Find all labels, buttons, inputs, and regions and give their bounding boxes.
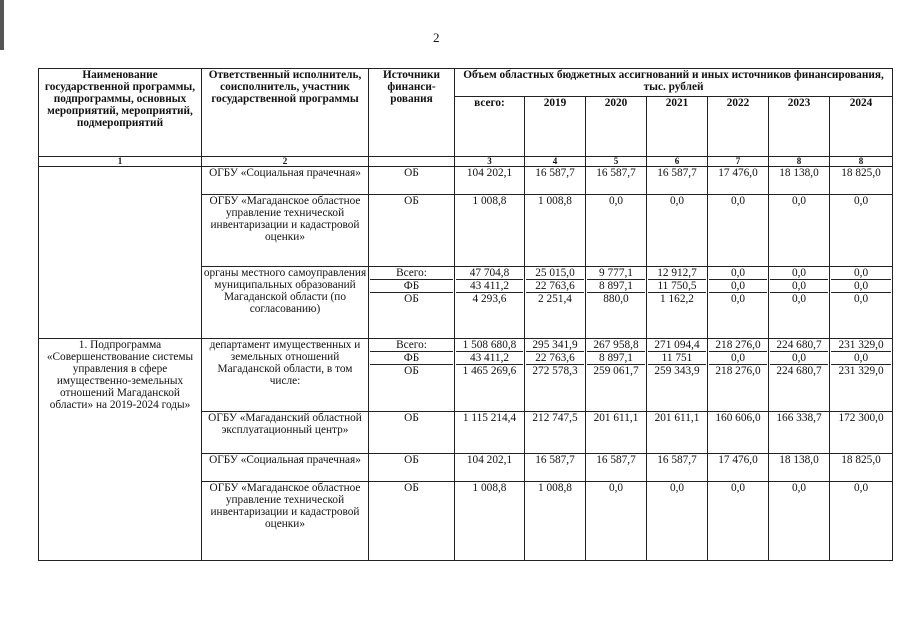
executor-cell: ОГБУ «Социальная прачечная» bbox=[202, 167, 369, 195]
amount-value: 1 008,8 bbox=[472, 481, 507, 494]
year-value-cell bbox=[708, 339, 769, 411]
amount-value: 104 202,1 bbox=[466, 167, 513, 179]
header-year: 2020 bbox=[586, 97, 647, 157]
column-number: 8 bbox=[830, 157, 893, 167]
total-value-cell bbox=[455, 195, 525, 267]
scan-edge-mark bbox=[0, 0, 4, 50]
year-value-cell bbox=[830, 481, 893, 560]
amount-value: 201 611,1 bbox=[593, 411, 639, 424]
amount-value: 4 293,6 bbox=[456, 292, 523, 305]
total-value-cell bbox=[455, 411, 525, 453]
column-number: 7 bbox=[708, 157, 769, 167]
amount-value: 16 587,7 bbox=[596, 453, 636, 466]
amount-value: 0,0 bbox=[770, 292, 828, 305]
year-value-cell bbox=[830, 411, 893, 453]
amount-value: 295 341,9 bbox=[532, 339, 578, 352]
amount-value: 18 138,0 bbox=[779, 453, 819, 466]
amount-value: 0,0 bbox=[791, 267, 807, 280]
executor-cell: ОГБУ «Магаданское областное управление технической инвентаризации и кадастровой оценки» bbox=[202, 195, 369, 267]
amount-value: 16 587,7 bbox=[596, 167, 636, 179]
amount-value: 18 825,0 bbox=[841, 453, 881, 466]
amount-value: 16 587,7 bbox=[535, 167, 575, 179]
header-year: 2021 bbox=[647, 97, 708, 157]
source-label: ФБ bbox=[370, 279, 453, 292]
amount-value: 0,0 bbox=[831, 351, 891, 364]
amount-value: 267 958,8 bbox=[593, 339, 639, 352]
amount-value: 0,0 bbox=[853, 481, 869, 494]
amount-value: 272 578,3 bbox=[526, 364, 584, 377]
amount-value: 17 476,0 bbox=[718, 167, 758, 179]
year-value-cell bbox=[586, 167, 647, 195]
table-row bbox=[39, 339, 893, 411]
executor-cell: органы местного самоуправления муниципальных образований Магаданской области (по согласованию) bbox=[202, 267, 369, 339]
amount-value: 2 251,4 bbox=[526, 292, 584, 305]
amount-value: 0,0 bbox=[770, 351, 828, 364]
year-value-cell bbox=[525, 481, 586, 560]
year-value-cell bbox=[586, 267, 647, 339]
year-value-cell bbox=[586, 195, 647, 267]
amount-value: 166 338,7 bbox=[776, 411, 822, 424]
amount-value: 201 611,1 bbox=[654, 411, 700, 424]
amount-value: 9 777,1 bbox=[599, 267, 633, 280]
amount-value: 231 329,0 bbox=[831, 364, 891, 377]
amount-value: 259 343,9 bbox=[648, 364, 706, 377]
amount-value: 0,0 bbox=[669, 481, 685, 494]
source-cell bbox=[369, 453, 455, 481]
year-value-cell bbox=[525, 267, 586, 339]
amount-value: 18 138,0 bbox=[779, 167, 819, 179]
year-value-cell bbox=[586, 481, 647, 560]
year-value-cell bbox=[647, 453, 708, 481]
source-cell bbox=[369, 267, 455, 339]
amount-value: 0,0 bbox=[791, 195, 807, 208]
executor-cell: департамент имущественных и земельных отношений Магаданской области, в том числе: bbox=[202, 339, 369, 411]
amount-value: 0,0 bbox=[791, 481, 807, 494]
total-value-cell bbox=[455, 339, 525, 411]
amount-value: 0,0 bbox=[709, 351, 767, 364]
year-value-cell bbox=[708, 195, 769, 267]
amount-value: 259 061,7 bbox=[587, 364, 645, 377]
amount-value: 104 202,1 bbox=[466, 453, 513, 466]
amount-value: 22 763,6 bbox=[526, 351, 584, 364]
amount-value: 11 751 bbox=[648, 351, 706, 364]
year-value-cell bbox=[708, 267, 769, 339]
amount-value: 12 912,7 bbox=[657, 267, 697, 280]
table-row bbox=[39, 167, 893, 195]
amount-value: 1 008,8 bbox=[538, 195, 572, 208]
amount-value: 1 465 269,6 bbox=[456, 364, 523, 377]
year-value-cell bbox=[769, 267, 830, 339]
amount-value: 18 825,0 bbox=[841, 167, 881, 179]
amount-value: 43 411,2 bbox=[456, 279, 523, 292]
executor-cell: ОГБУ «Социальная прачечная» bbox=[202, 453, 369, 481]
header-volume: Объем областных бюджетных ассигнований и иных источников финансирования, тыс. рублей bbox=[455, 69, 893, 97]
year-value-cell bbox=[769, 453, 830, 481]
source-label: ОБ bbox=[404, 411, 419, 424]
amount-value: 172 300,0 bbox=[838, 411, 884, 424]
amount-value: 218 276,0 bbox=[709, 364, 767, 377]
amount-value: 271 094,4 bbox=[654, 339, 700, 352]
year-value-cell bbox=[525, 411, 586, 453]
year-value-cell bbox=[647, 267, 708, 339]
amount-value: 0,0 bbox=[853, 195, 869, 208]
budget-table bbox=[38, 68, 893, 561]
column-number: 3 bbox=[455, 157, 525, 167]
amount-value: 0,0 bbox=[608, 195, 624, 208]
amount-value: 224 680,7 bbox=[770, 364, 828, 377]
amount-value: 16 587,7 bbox=[535, 453, 575, 466]
year-value-cell bbox=[708, 453, 769, 481]
column-number: 1 bbox=[39, 157, 202, 167]
amount-value: 11 750,5 bbox=[648, 279, 706, 292]
source-cell bbox=[369, 167, 455, 195]
source-label: ОБ bbox=[404, 195, 419, 208]
empty-name-cell bbox=[39, 167, 202, 339]
year-value-cell bbox=[525, 195, 586, 267]
source-label: ОБ bbox=[404, 167, 419, 179]
year-value-cell bbox=[708, 167, 769, 195]
executor-cell: ОГБУ «Магаданское областное управление технической инвентаризации и кадастровой оценки» bbox=[202, 481, 369, 560]
header-year: 2023 bbox=[769, 97, 830, 157]
column-number: 6 bbox=[647, 157, 708, 167]
amount-value: 25 015,0 bbox=[535, 267, 575, 280]
amount-value: 0,0 bbox=[608, 481, 624, 494]
header-source: Источники финанси-рования bbox=[369, 69, 455, 157]
header-total: всего: bbox=[455, 97, 525, 157]
year-value-cell bbox=[647, 195, 708, 267]
amount-value: 43 411,2 bbox=[456, 351, 523, 364]
year-value-cell bbox=[708, 481, 769, 560]
year-value-cell bbox=[586, 411, 647, 453]
year-value-cell bbox=[769, 481, 830, 560]
amount-value: 0,0 bbox=[730, 481, 746, 494]
amount-value: 160 606,0 bbox=[715, 411, 761, 424]
header-executor: Ответственный исполнитель, соисполнитель, участник государственной программы bbox=[202, 69, 369, 157]
header-name: Наименование государственной программы, подпрограммы, основных мероприятий, мероприятий, подмероприятий bbox=[39, 69, 202, 157]
year-value-cell bbox=[830, 339, 893, 411]
amount-value: 0,0 bbox=[831, 279, 891, 292]
year-value-cell bbox=[769, 195, 830, 267]
amount-value: 0,0 bbox=[709, 292, 767, 305]
amount-value: 1 508 680,8 bbox=[462, 339, 517, 352]
year-value-cell bbox=[586, 339, 647, 411]
amount-value: 218 276,0 bbox=[715, 339, 761, 352]
amount-value: 8 897,1 bbox=[587, 351, 645, 364]
header-year: 2024 bbox=[830, 97, 893, 157]
year-value-cell bbox=[525, 339, 586, 411]
executor-cell: ОГБУ «Магаданский областной эксплуатационный центр» bbox=[202, 411, 369, 453]
year-value-cell bbox=[830, 167, 893, 195]
year-value-cell bbox=[830, 195, 893, 267]
amount-value: 0,0 bbox=[831, 292, 891, 305]
year-value-cell bbox=[525, 453, 586, 481]
column-number: 5 bbox=[586, 157, 647, 167]
subprogram-name: 1. Подпрограмма «Совершенствование системы управления в сфере имущественно-земельных отношений Магаданской области» на 2019-2024 годы» bbox=[39, 339, 202, 561]
source-label: Всего: bbox=[396, 339, 427, 352]
source-cell bbox=[369, 339, 455, 411]
source-label: ОБ bbox=[404, 453, 419, 466]
amount-value: 0,0 bbox=[730, 267, 746, 280]
total-value-cell bbox=[455, 267, 525, 339]
header-year: 2019 bbox=[525, 97, 586, 157]
year-value-cell bbox=[769, 339, 830, 411]
amount-value: 1 008,8 bbox=[472, 195, 507, 208]
page-number: 2 bbox=[433, 30, 440, 45]
year-value-cell bbox=[769, 411, 830, 453]
column-number: 4 bbox=[525, 157, 586, 167]
source-cell bbox=[369, 481, 455, 560]
total-value-cell bbox=[455, 453, 525, 481]
amount-value: 0,0 bbox=[669, 195, 685, 208]
year-value-cell bbox=[769, 167, 830, 195]
amount-value: 224 680,7 bbox=[776, 339, 822, 352]
amount-value: 231 329,0 bbox=[838, 339, 884, 352]
amount-value: 0,0 bbox=[730, 195, 746, 208]
year-value-cell bbox=[830, 267, 893, 339]
year-value-cell bbox=[830, 453, 893, 481]
amount-value: 16 587,7 bbox=[657, 167, 697, 179]
amount-value: 212 747,5 bbox=[532, 411, 578, 424]
source-label: ФБ bbox=[370, 351, 453, 364]
source-label: ОБ bbox=[370, 364, 453, 377]
year-value-cell bbox=[647, 481, 708, 560]
source-cell bbox=[369, 411, 455, 453]
amount-value: 1 162,2 bbox=[648, 292, 706, 305]
year-value-cell bbox=[647, 339, 708, 411]
year-value-cell bbox=[647, 167, 708, 195]
amount-value: 22 763,6 bbox=[526, 279, 584, 292]
source-label: Всего: bbox=[396, 267, 427, 280]
year-value-cell bbox=[647, 411, 708, 453]
amount-value: 1 008,8 bbox=[538, 481, 572, 494]
amount-value: 0,0 bbox=[853, 267, 869, 280]
total-value-cell bbox=[455, 481, 525, 560]
amount-value: 17 476,0 bbox=[718, 453, 758, 466]
total-value-cell bbox=[455, 167, 525, 195]
amount-value: 880,0 bbox=[587, 292, 645, 305]
column-number: 2 bbox=[202, 157, 369, 167]
amount-value: 8 897,1 bbox=[587, 279, 645, 292]
amount-value: 47 704,8 bbox=[469, 267, 510, 280]
source-label: ОБ bbox=[370, 292, 453, 305]
year-value-cell bbox=[708, 411, 769, 453]
source-cell bbox=[369, 195, 455, 267]
source-label: ОБ bbox=[404, 481, 419, 494]
year-value-cell bbox=[525, 167, 586, 195]
amount-value: 16 587,7 bbox=[657, 453, 697, 466]
column-number: 8 bbox=[769, 157, 830, 167]
column-number bbox=[369, 157, 455, 167]
amount-value: 0,0 bbox=[770, 279, 828, 292]
amount-value: 1 115 214,4 bbox=[462, 411, 517, 424]
header-year: 2022 bbox=[708, 97, 769, 157]
amount-value: 0,0 bbox=[709, 279, 767, 292]
year-value-cell bbox=[586, 453, 647, 481]
